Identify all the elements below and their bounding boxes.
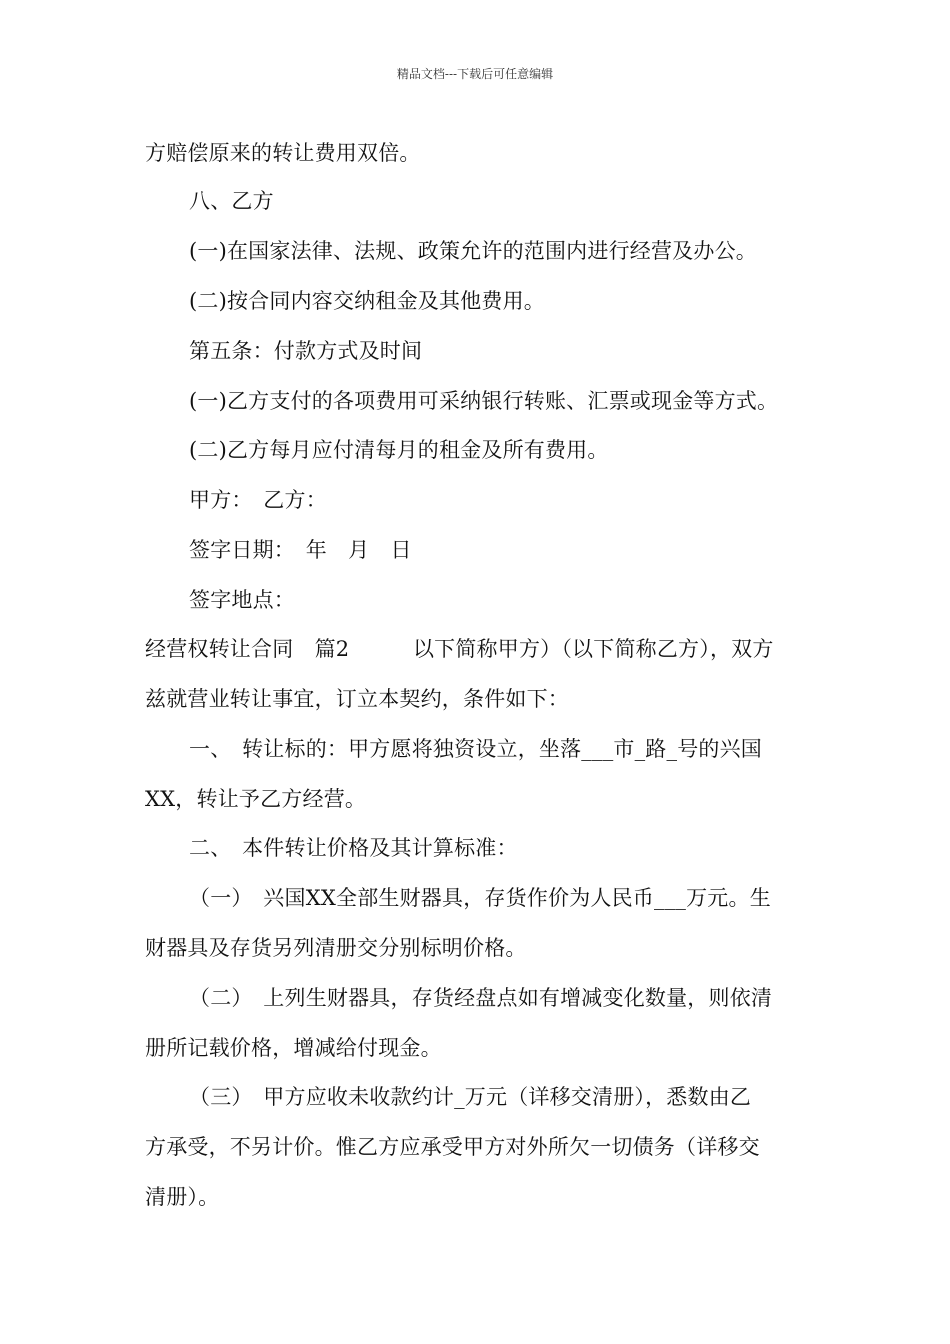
section-heading: 第五条：付款方式及时间: [189, 339, 423, 363]
text-line: 一、 转让标的：甲方愿将独资设立，坐落___市_路_号的兴国: [189, 737, 762, 761]
section-heading: 二、 本件转让价格及其计算标准：: [189, 836, 518, 860]
signature-place: 签字地点：: [189, 588, 295, 612]
text-line: （三） 甲方应收未收款约计_万元（详移交清册），悉数由乙: [189, 1085, 752, 1109]
text-line: 册所记载价格，增减给付现金。: [145, 1036, 442, 1060]
page-header: 精品文档---下载后可任意编辑: [396, 67, 554, 81]
text-line: (一)在国家法律、法规、政策允许的范围内进行经营及办公。: [189, 239, 757, 263]
text-line: 方承受，不另计价。惟乙方应承受甲方对外所欠一切债务（详移交: [145, 1135, 760, 1159]
contract-title-line: 经营权转让合同 篇2 以下简称甲方）（以下简称乙方），双方: [145, 637, 774, 661]
text-line: （二） 上列生财器具，存货经盘点如有增减变化数量，则依清: [189, 986, 773, 1010]
text-line: (一)乙方支付的各项费用可采纳银行转账、汇票或现金等方式。: [189, 389, 779, 413]
section-heading: 八、乙方: [189, 189, 274, 213]
text-line: XX，转让予乙方经营。: [145, 787, 367, 811]
text-line: (二)按合同内容交纳租金及其他费用。: [189, 289, 545, 313]
signature-date: 签字日期： 年 月 日: [189, 538, 412, 562]
text-line: 兹就营业转让事宜，订立本契约，条件如下：: [145, 687, 569, 711]
text-line: 清册）。: [145, 1185, 220, 1209]
text-line: 方赔偿原来的转让费用双倍。: [145, 141, 421, 165]
text-line: （一） 兴国XX全部生财器具，存货作价为人民币___万元。生: [189, 886, 771, 910]
text-line: (二)乙方每月应付清每月的租金及所有费用。: [189, 438, 609, 462]
signature-parties: 甲方： 乙方：: [189, 488, 327, 512]
text-line: 财器具及存货另列清册交分别标明价格。: [145, 936, 527, 960]
